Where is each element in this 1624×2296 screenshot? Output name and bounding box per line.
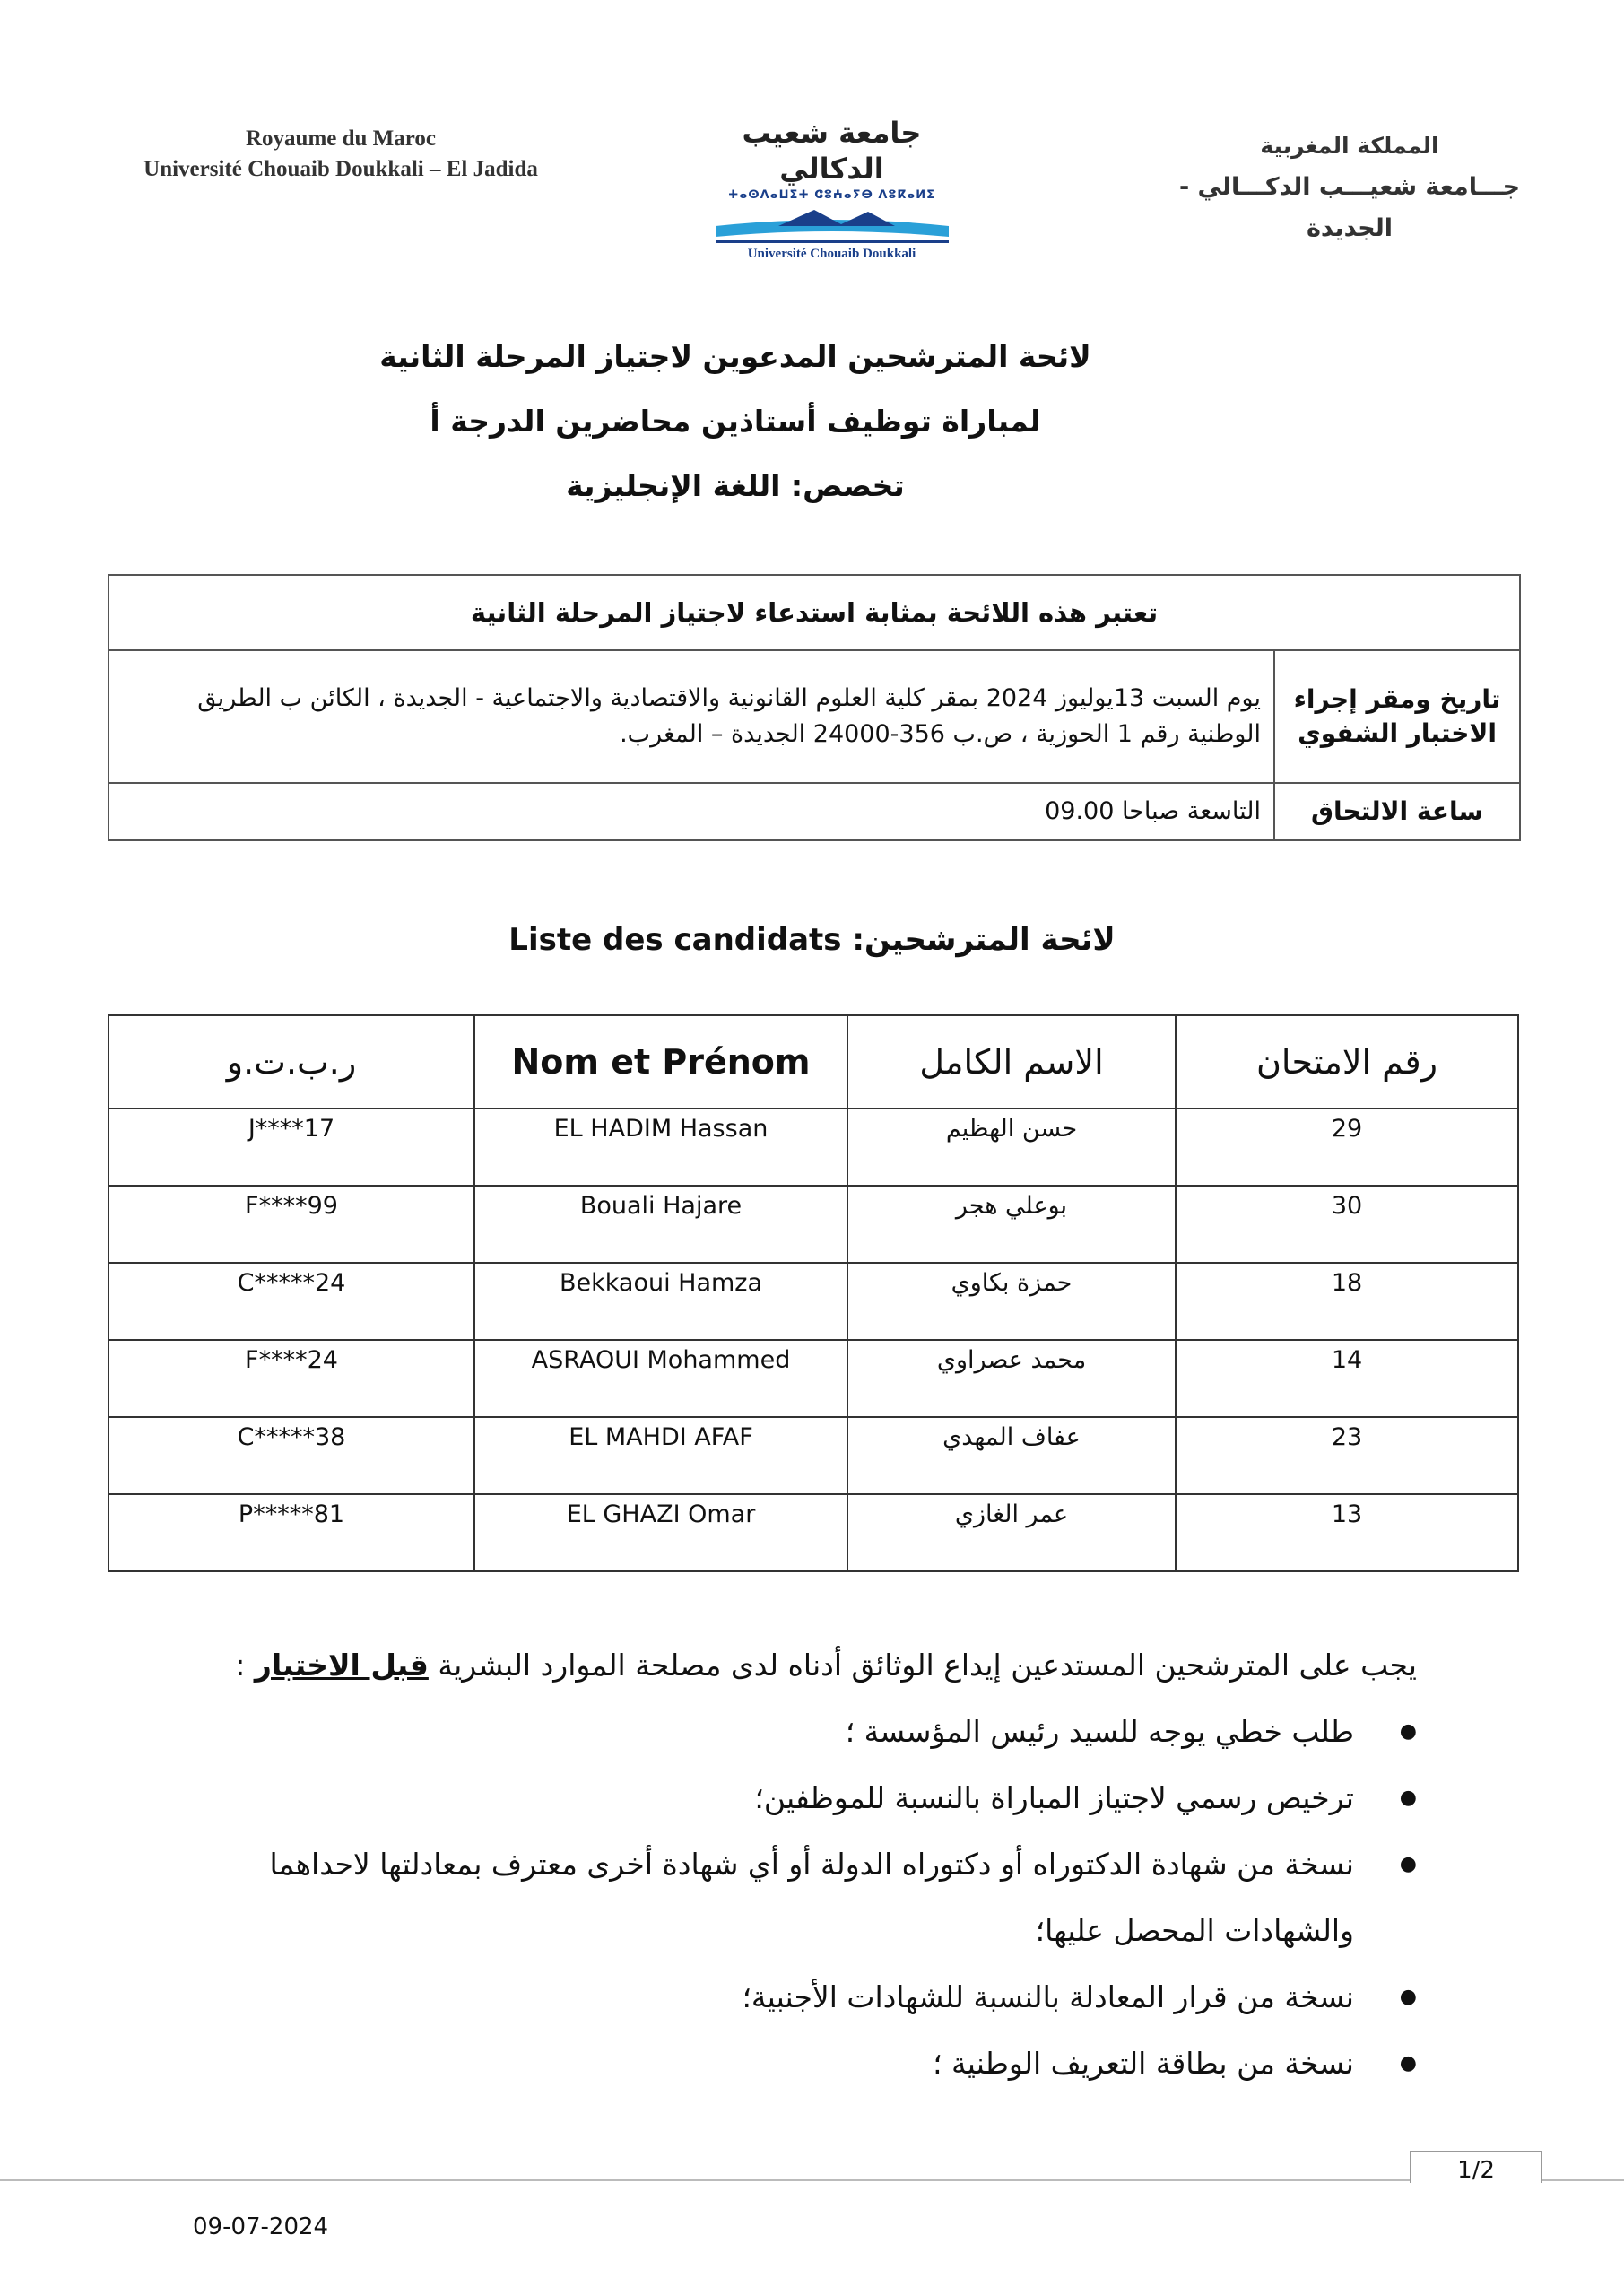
list-item: ● نسخة من قرار المعادلة بالنسبة للشهادات الأجنبية؛ — [233, 1964, 1354, 2031]
university-logo — [704, 115, 960, 261]
arrival-time-value: التاسعة صباحا 09.00 — [109, 783, 1274, 840]
list-item: ● نسخة من بطاقة التعريف الوطنية ؛ — [233, 2031, 1354, 2097]
table-row — [109, 1263, 1518, 1340]
table-row — [109, 1340, 1518, 1417]
header-exam-number: رقم الامتحان — [1176, 1015, 1518, 1109]
cell-french-name: EL GHAZI Omar — [474, 1494, 847, 1571]
cell-arabic-name: حمزة بكاوي — [847, 1263, 1176, 1340]
cell-cin: F****24 — [109, 1340, 474, 1417]
intro-emphasis: قبل الاختبار — [254, 1648, 429, 1683]
page-number: 1/2 — [1410, 2151, 1542, 2183]
header-right-block — [1139, 126, 1560, 249]
info-table-heading: تعتبر هذه اللائحة بمثابة استدعاء لاجتياز المرحلة الثانية — [109, 575, 1520, 650]
exam-date-place-label: تاريخ ومقر إجراء الاختبار الشفوي — [1274, 650, 1520, 783]
logo-emblem-icon — [716, 206, 949, 246]
intro-colon: : — [235, 1648, 246, 1683]
list-item: ● نسخة من شهادة الدكتوراه أو دكتوراه الدولة أو أي شهادة أخرى معترف بمعادلتها لاحداهما والشهادات المحصل عليها؛ — [233, 1831, 1354, 1964]
cell-french-name: ASRAOUI Mohammed — [474, 1340, 847, 1417]
convocation-info-table — [108, 574, 1521, 841]
kingdom-fr: Royaume du Maroc — [245, 126, 437, 151]
header-french-name: Nom et Prénom — [474, 1015, 847, 1109]
logo-tifinagh-text: ⵜⴰⵙⴷⴰⵡⵉⵜ ⵛⵓⵄⴰⵢⴱ ⴷⵓⴽⴰⵍⵉ — [727, 188, 936, 202]
title-line-1: لائحة المترشحين المدعوين لاجتياز المرحلة الثانية — [379, 339, 1091, 374]
cell-exam-number: 30 — [1176, 1186, 1518, 1263]
header-cin: ر.ب.ت.و — [109, 1015, 474, 1109]
cell-french-name: EL HADIM Hassan — [474, 1109, 847, 1186]
list-item: ● طلب خطي يوجه للسيد رئيس المؤسسة ؛ — [233, 1699, 1354, 1765]
cell-arabic-name: بوعلي هجر — [847, 1186, 1176, 1263]
cell-french-name: Bekkaoui Hamza — [474, 1263, 847, 1340]
cell-arabic-name: عفاف المهدي — [847, 1417, 1176, 1494]
university-ar: جـــامعة شعيـــب الدكـــالي - الجديدة — [1178, 173, 1521, 242]
arrival-time-label: ساعة الالتحاق — [1274, 783, 1520, 840]
exam-date-place-value: يوم السبت 13يوليوز 2024 بمقر كلية العلوم القانونية والاقتصادية والاجتماعية - الجديدة ، الكائن ب الطريق الوطنية رقم 1 الحوزية ، ص.ب 356-24000 الجديدة – المغرب. — [109, 650, 1274, 783]
cell-exam-number: 13 — [1176, 1494, 1518, 1571]
cell-cin: F****99 — [109, 1186, 474, 1263]
title-line-3: تخصص: اللغة الإنجليزية — [566, 468, 905, 503]
table-row — [109, 1494, 1518, 1571]
intro-text: يجب على المترشحين المستدعين إيداع الوثائق أدناه لدى مصلحة الموارد البشرية — [438, 1648, 1417, 1683]
required-documents-intro — [233, 1632, 1417, 1699]
cell-cin: C*****24 — [109, 1263, 474, 1340]
cell-cin: J****17 — [109, 1109, 474, 1186]
cell-arabic-name: حسن الهظيم — [847, 1109, 1176, 1186]
list-item: ● ترخيص رسمي لاجتياز المباراة بالنسبة للموظفين؛ — [233, 1765, 1354, 1831]
footer-divider — [0, 2179, 1624, 2181]
cell-exam-number: 29 — [1176, 1109, 1518, 1186]
header-left-block — [90, 124, 592, 185]
table-row — [109, 1417, 1518, 1494]
cell-arabic-name: محمد عصراوي — [847, 1340, 1176, 1417]
kingdom-ar: المملكة المغربية — [1260, 133, 1439, 159]
cell-exam-number: 23 — [1176, 1417, 1518, 1494]
university-fr: Université Chouaib Doukkali – El Jadida — [143, 157, 538, 181]
required-documents-section — [233, 1632, 1417, 2097]
header-arabic-name: الاسم الكامل — [847, 1015, 1176, 1109]
cell-arabic-name: عمر الغازي — [847, 1494, 1176, 1571]
table-row — [109, 1186, 1518, 1263]
table-row — [109, 1109, 1518, 1186]
candidates-table-header — [109, 1015, 1518, 1109]
cell-cin: C*****38 — [109, 1417, 474, 1494]
logo-arabic-text: جامعة شعيب الدكالي — [742, 116, 922, 186]
candidates-table — [108, 1014, 1519, 1572]
logo-french-text: Université Chouaib Doukkali — [747, 247, 916, 261]
footer-date: 09-07-2024 — [193, 2213, 329, 2240]
document-titles — [269, 325, 1202, 518]
required-documents-list — [233, 1699, 1417, 2097]
cell-exam-number: 14 — [1176, 1340, 1518, 1417]
candidates-list-title: Liste des candidats :لائحة المترشحين — [508, 922, 1116, 958]
cell-french-name: EL MAHDI AFAF — [474, 1417, 847, 1494]
cell-french-name: Bouali Hajare — [474, 1186, 847, 1263]
title-line-2: لمباراة توظيف أستاذين محاضرين الدرجة أ — [430, 404, 1041, 439]
cell-cin: P*****81 — [109, 1494, 474, 1571]
cell-exam-number: 18 — [1176, 1263, 1518, 1340]
